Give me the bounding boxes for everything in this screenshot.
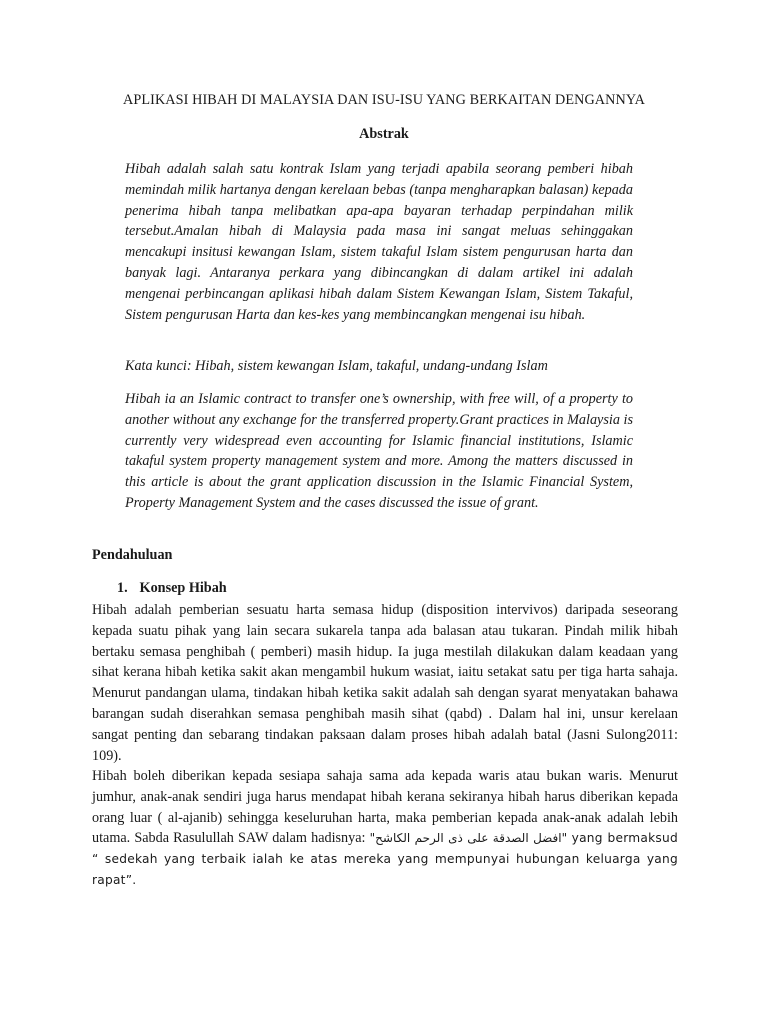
abstract-malay: Hibah adalah salah satu kontrak Islam yang terjadi apabila seorang pemberi hibah memindah milik hartanya dengan kerelaan bebas (tanpa mengharapkan balasan) kepada penerima hibah tanpa melibatkan apa-apa bayaran terhadap perpindahan milik tersebut.Amalan hibah di Malaysia pada masa ini sangat meluas sehinggakan mencakupi insitusi kewangan Islam, sistem takaful Islam sistem pengurusan harta dan banyak lagi. Antaranya perkara yang dibincangkan di dalam artikel ini adalah mengenai perbincangan aplikasi hibah dalam Sistem Kewangan Islam, Sistem Takaful, Sistem pengurusan Harta dan kes-kes yang membincangkan mengenai isu hibah.	[125, 161, 633, 323]
document-title: APLIKASI HIBAH DI MALAYSIA DAN ISU-ISU YANG BERKAITAN DENGANNYA	[123, 92, 645, 108]
subsection-title: Konsep Hibah	[139, 580, 227, 596]
subsection-heading	[117, 580, 227, 597]
paragraph-hibah-definition: Hibah adalah pemberian sesuatu harta semasa hidup (disposition intervivos) daripada seseorang kepada suatu pihak yang lain secara sukarela tanpa ada balasan atau tukaran. Pindah milik hibah bertaku semasa penghibah ( pemberi) masih hidup. Ia juga mestilah dilakukan dalam keadaan yang sihat kerana hibah ketika sakit akan mengambil hukum wasiat, iaitu setakat satu per tiga harta sahaja. Menurut pandangan ulama, tindakan hibah ketika sakit adalah sah dengan syarat menyatakan bahawa barangan sudah diserahkan semasa penghibah masih sihat (qabd) . Dalam hal ini, unsur kerelaan sangat penting dan sebarang tindakan paksaan dalam proses hibah adalah batal (Jasni Sulong2011: 109).	[92, 602, 678, 764]
hadith-translation: yang bermaksud “ sedekah yang terbaik ialah ke atas mereka yang mempunyai hubungan keluarga yang rapat”.	[92, 831, 678, 887]
paragraph-main-text: Hibah boleh diberikan kepada sesiapa sahaja sama ada kepada waris atau bukan waris. Menurut jumhur, anak-anak sendiri juga harus mendapat hibah kerana sekiranya hibah harus diberikan kepada orang luar ( al-ajanib) sehingga keseluruhan harta, maka pemberian kepada anak-anak adalah lebih utama. Sabda Rasulullah SAW dalam hadisnya:	[92, 768, 678, 847]
abstract-heading: Abstrak	[359, 126, 409, 142]
paragraph-hibah-recipients	[92, 766, 678, 891]
subsection-number: 1.	[117, 580, 128, 596]
keywords: Kata kunci: Hibah, sistem kewangan Islam, takaful, undang-undang Islam	[125, 358, 548, 374]
arabic-hadith-quote: "افضل الصدقة على ذى الرحم الكاشح"	[369, 831, 568, 846]
abstract-english: Hibah ia an Islamic contract to transfer one’s ownership, with free will, of a property to another without any exchange for the transferred property.Grant practices in Malaysia is currently very widespread even accounting for Islamic financial institutions, Islamic takaful system property management system and more. Among the matters discussed in this article is about the grant application discussion in the Islamic Financial System, Property Management System and the cases discussed the issue of grant.	[125, 391, 633, 511]
section-heading-introduction: Pendahuluan	[92, 547, 173, 563]
